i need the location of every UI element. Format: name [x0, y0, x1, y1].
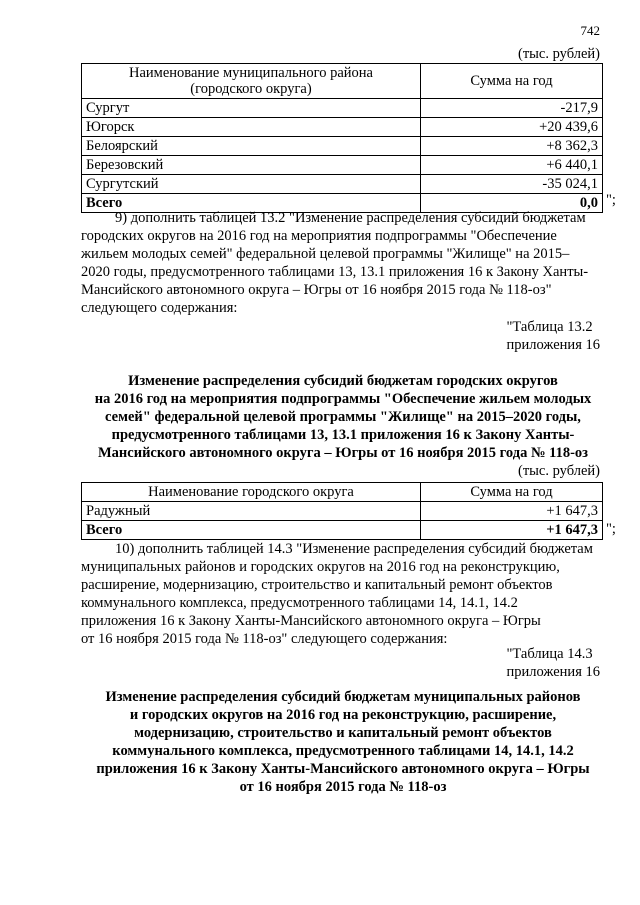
table1-cell-sum: +20 439,6 [421, 118, 603, 137]
table2-header-name: Наименование городского округа [82, 483, 421, 502]
table2-header-sum: Сумма на год [421, 483, 603, 502]
paragraph-9-line: 9) дополнить таблицей 13.2 "Изменение распределения субсидий бюджетам [115, 210, 586, 226]
table2-total-sum: +1 647,3 [421, 521, 603, 540]
table1-header-row [82, 64, 603, 99]
table-reference-13-2 [507, 318, 600, 354]
paragraph-10-line: 10) дополнить таблицей 14.3 "Изменение распределения субсидий бюджетам [115, 541, 593, 557]
table1-cell-name: Сургутский [82, 175, 421, 194]
paragraph-9-line: Мансийского автономного округа – Югры от 16 ноября 2015 года № 118-оз" [81, 282, 552, 298]
table2-cell-name: Радужный [82, 502, 421, 521]
table1 [81, 63, 603, 213]
table1-cell-name: Березовский [82, 156, 421, 175]
paragraph-9-line: 2020 годы, предусмотренного таблицами 13, 13.1 приложения 16 к Закону Ханты- [81, 264, 589, 280]
table2-header-row [82, 483, 603, 502]
paragraph-9-line: следующего содержания: [81, 300, 238, 316]
table2-closing-quote: "; [606, 521, 616, 537]
table1-cell-sum: +8 362,3 [421, 137, 603, 156]
table-reference-14-3 [507, 645, 600, 681]
paragraph-9 [81, 209, 603, 317]
heading-line: приложения 16 к Закону Ханты-Мансийского автономного округа – Югры [96, 761, 590, 777]
table1-total-label: Всего [82, 194, 421, 213]
paragraph-10-line: приложения 16 к Закону Ханты-Мансийского автономного округа – Югры [81, 613, 541, 629]
table1-total-sum: 0,0 [421, 194, 603, 213]
table-reference-line2: приложения 16 [506, 664, 600, 680]
heading-line: Изменение распределения субсидий бюджетам городских округов [128, 373, 558, 389]
table1-closing-quote: "; [606, 192, 616, 208]
table-reference-line2: приложения 16 [506, 337, 600, 353]
paragraph-9-line: городских округов на 2016 год на мероприятия подпрограммы "Обеспечение [81, 228, 557, 244]
table-row [82, 118, 603, 137]
table-row [82, 502, 603, 521]
heading-line: предусмотренного таблицами 13, 13.1 приложения 16 к Закону Ханты- [111, 427, 575, 443]
paragraph-10-line: коммунального комплекса, предусмотренного таблицами 14, 14.1, 14.2 [81, 595, 518, 611]
table-reference-line1: "Таблица 14.3 [506, 646, 593, 662]
table-row [82, 175, 603, 194]
page-number: 742 [580, 23, 600, 38]
heading-line: коммунального комплекса, предусмотренного таблицами 14, 14.1, 14.2 [112, 743, 574, 759]
table-row [82, 99, 603, 118]
paragraph-10-line: расширение, модернизацию, строительство и капитальный ремонт объектов [81, 577, 553, 593]
heading-line: на 2016 год на мероприятия подпрограммы "Обеспечение жильем молодых [94, 391, 592, 407]
table1-header-sum: Сумма на год [421, 64, 603, 99]
heading-table-14-3 [70, 688, 616, 796]
table1-cell-sum: -35 024,1 [421, 175, 603, 194]
paragraph-9-line: жильем молодых семей" федеральной целевой программы "Жилище" на 2015– [81, 246, 570, 262]
table-reference-line1: "Таблица 13.2 [506, 319, 593, 335]
heading-line: Изменение распределения субсидий бюджетам муниципальных районов [105, 689, 581, 705]
table1-cell-sum: -217,9 [421, 99, 603, 118]
paragraph-10-line: муниципальных районов и городских округов на 2016 год на реконструкцию, [81, 559, 560, 575]
table1-units: (тыс. рублей) [518, 46, 600, 62]
table2-total-label: Всего [82, 521, 421, 540]
heading-table-13-2 [70, 372, 616, 462]
table2-cell-sum: +1 647,3 [421, 502, 603, 521]
heading-line: от 16 ноября 2015 года № 118-оз [239, 779, 447, 795]
paragraph-10 [81, 540, 603, 648]
table1-cell-sum: +6 440,1 [421, 156, 603, 175]
table1-header-name-line1: Наименование муниципального района [129, 65, 373, 81]
table1-header-name-line2: (городского округа) [190, 81, 312, 97]
heading-line: семей" федеральной целевой программы "Жилище" на 2015–2020 годы, [105, 409, 581, 425]
paragraph-10-line: от 16 ноября 2015 года № 118-оз" следующего содержания: [81, 631, 448, 647]
heading-line: и городских округов на 2016 год на реконструкцию, расширение, [129, 707, 557, 723]
table1-cell-name: Югорск [82, 118, 421, 137]
table1-cell-name: Сургут [82, 99, 421, 118]
table-row [82, 137, 603, 156]
table2-units: (тыс. рублей) [518, 463, 600, 479]
table-row [82, 156, 603, 175]
table2 [81, 482, 603, 540]
table1-cell-name: Белоярский [82, 137, 421, 156]
table2-total-row [82, 521, 603, 540]
heading-line: модернизацию, строительство и капитальный ремонт объектов [134, 725, 552, 741]
heading-line: Мансийского автономного округа – Югры от 16 ноября 2015 года № 118-оз [97, 445, 588, 461]
table1-header-name [82, 64, 421, 99]
